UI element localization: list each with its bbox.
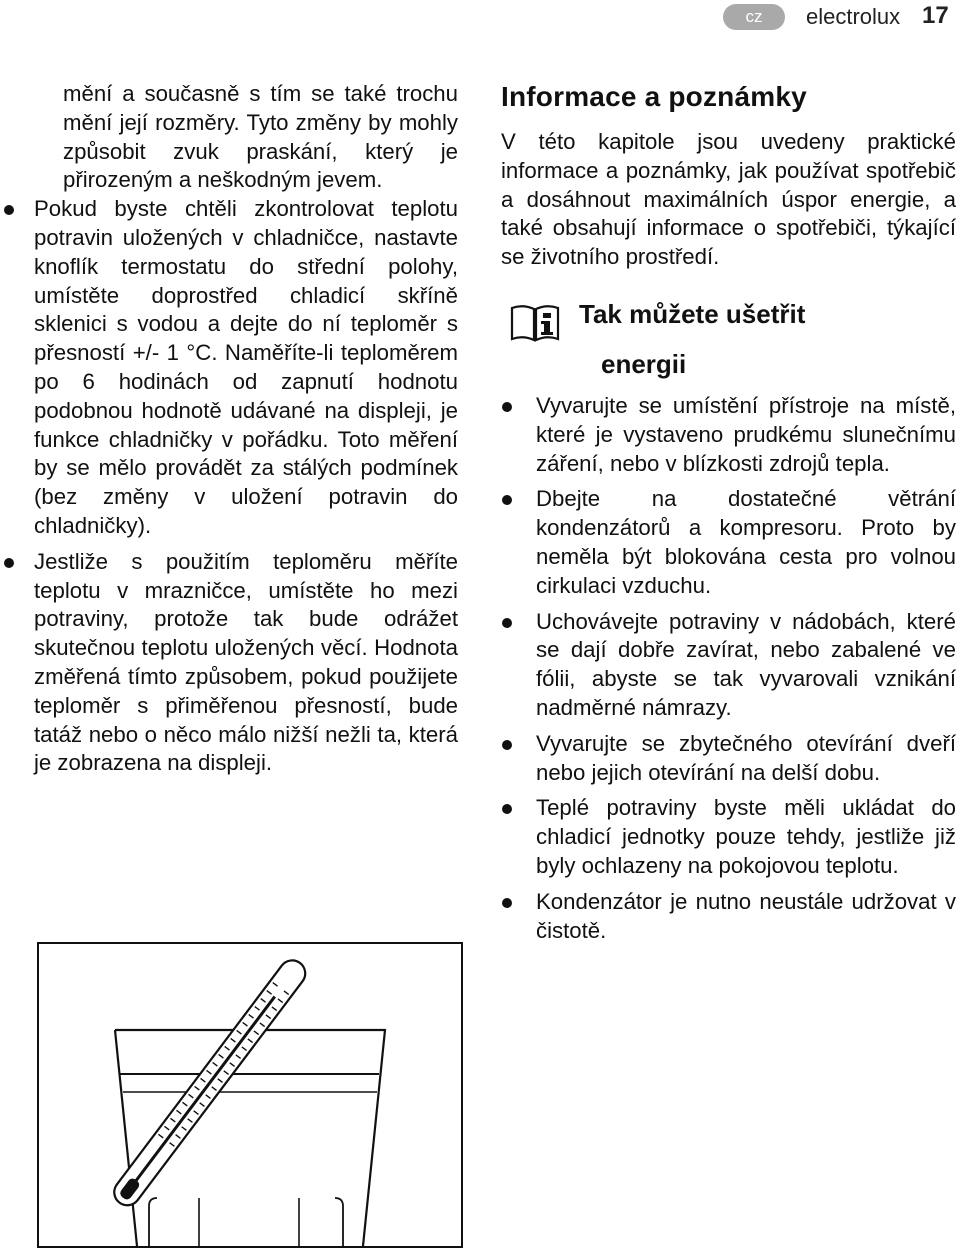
energy-tips-list <box>501 392 956 945</box>
page-header <box>0 0 960 34</box>
section-intro: V této kapitole jsou uvedeny praktické informace a poznámky, jak používat spotřebič a dosáhnout maximálních úspor energie, a také obsahují informace o spotřebiči, týkající se životního prostředí. <box>501 129 956 270</box>
right-column <box>501 80 956 945</box>
thermometer-in-glass-illustration <box>37 942 463 1248</box>
tip-item: Kondenzátor je nutno neustále udržovat v čistotě. <box>501 888 956 946</box>
info-book-icon <box>509 302 561 344</box>
page-number: 17 <box>922 2 949 29</box>
subheading-line-2: energii <box>601 348 687 379</box>
bullet-freezer-check <box>34 548 458 778</box>
tip-item: Vyvarujte se umístění přístroje na místě, které je vystaveno prudkému slunečnímu záření, nebo v blízkosti zdrojů tepla. <box>501 392 956 478</box>
tip-item: Vyvarujte se zbytečného otevírání dveří nebo jejich otevírání na delší dobu. <box>501 730 956 788</box>
tip-item: Uchovávejte potraviny v nádobách, které se dají dobře zavírat, nebo zabalené ve fólii, abyste se tak vyvarovali vznikání nadměrné námrazy. <box>501 608 956 723</box>
bullet-text: Jestliže s použitím teploměru měříte teplotu v mrazničce, umístěte ho mezi potraviny, protože tak bude odrážet skutečnou teplotu uložených věcí. Hodnota změřená tímto způsobem, pokud použijete teploměr s přiměřenou přesností, bude tatáž nebo o něco málo nižší nežli ta, která je zobrazena na displeji. <box>34 548 458 776</box>
section-title: Informace a poznámky <box>501 81 807 112</box>
language-badge: cz <box>723 4 785 30</box>
energy-saving-heading <box>501 298 956 388</box>
bullet-text: Pokud byste chtěli zkontrolovat teplotu potravin uložených v chladničce, nastavte knoflík termostatu do střední polohy, umístěte doprostřed chladicí skříně sklenici s vodou a dejte do ní teploměr s přesností +/- 1 °C. Naměříte-li teploměrem po 6 hodinách od zapnutí hodnotu podobnou hodnotě udávané na displeji, je funkce chladničky v pořádku. Toto měření by se mělo provádět za stálých podmínek (bez změny v uložení potravin do chladničky). <box>34 196 458 538</box>
tip-item: Dbejte na dostatečné větrání kondenzátorů a kompresoru. Proto by neměla být blokována cesta pro volnou cirkulaci vzduchu. <box>501 485 956 600</box>
left-column <box>34 80 458 778</box>
continuation-paragraph: mění a současně s tím se také trochu mění její rozměry. Tyto změny by mohly způsobit zvuk praskání, který je přirozeným a neškodným jevem. <box>63 81 458 193</box>
bullet-dot <box>4 205 14 215</box>
brand-name: electrolux <box>806 4 901 29</box>
tip-item: Teplé potraviny byste měli ukládat do chladicí jednotky pouze tehdy, jestliže již byly ochlazeny na pokojovou teplotu. <box>501 794 956 880</box>
subheading-line-1: Tak můžete ušetřit <box>579 298 806 329</box>
bullet-dot <box>4 558 14 568</box>
bullet-thermostat-check <box>34 195 458 541</box>
